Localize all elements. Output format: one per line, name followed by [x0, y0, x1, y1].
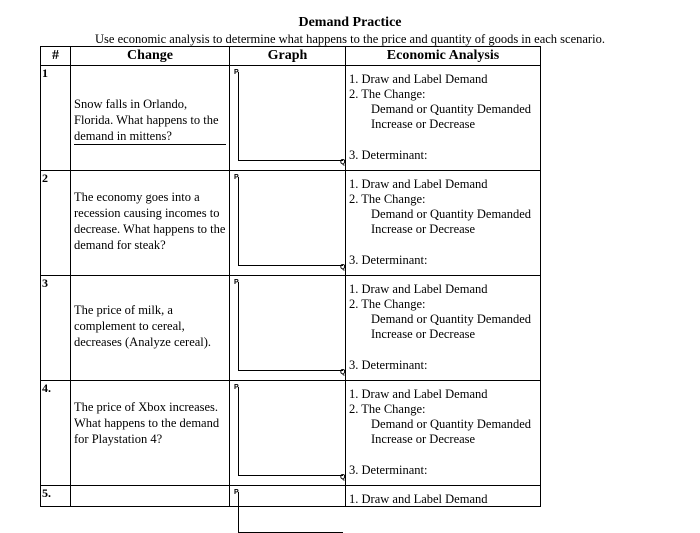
- graph-axes: [238, 177, 343, 266]
- graph-axes: [238, 282, 343, 371]
- step-determinant: 3. Determinant:: [349, 463, 428, 477]
- option-increase-or-decrease: Increase or Decrease: [371, 327, 476, 341]
- graph-cell[interactable]: [230, 276, 346, 381]
- change-text: The price of Xbox increases. What happens to the demand for Playstation 4?: [74, 400, 220, 446]
- change-cell: [71, 66, 230, 171]
- change-text: Snow falls in Orlando, Florida. What happens to the demand in mittens?: [74, 97, 219, 143]
- quantity-axis-label: Q: [340, 369, 346, 376]
- graph-cell[interactable]: [230, 171, 346, 276]
- step-determinant: 3. Determinant:: [349, 253, 428, 267]
- option-demand-or-quantity: Demand or Quantity Demanded: [371, 207, 532, 221]
- graph-cell[interactable]: [230, 66, 346, 171]
- step-draw-label: 1. Draw and Label Demand: [349, 72, 488, 86]
- step-determinant: 3. Determinant:: [349, 148, 428, 162]
- step-determinant: 3. Determinant:: [349, 358, 428, 372]
- step-change: 2. The Change:: [349, 297, 426, 311]
- row-number: 2: [41, 171, 71, 276]
- step-draw-label: 1. Draw and Label Demand: [349, 492, 488, 506]
- table-row: [41, 66, 541, 171]
- analysis-cell[interactable]: [346, 381, 541, 486]
- analysis-cell[interactable]: [346, 171, 541, 276]
- step-draw-label: 1. Draw and Label Demand: [349, 177, 488, 191]
- change-text: The price of milk, a complement to cereal, decreases (Analyze cereal).: [74, 303, 212, 349]
- price-axis-label: P: [234, 489, 239, 496]
- analysis-cell[interactable]: [346, 276, 541, 381]
- quantity-axis-label: Q: [340, 264, 346, 271]
- demand-practice-table: [40, 46, 541, 507]
- table-header-row: [41, 47, 541, 66]
- step-draw-label: 1. Draw and Label Demand: [349, 387, 488, 401]
- change-cell: [71, 381, 230, 486]
- table-row: [41, 486, 541, 507]
- step-draw-label: 1. Draw and Label Demand: [349, 282, 488, 296]
- change-cell: [71, 171, 230, 276]
- instructions: Use economic analysis to determine what happens to the price and quantity of goods in each scenario.: [95, 32, 605, 46]
- option-increase-or-decrease: Increase or Decrease: [371, 222, 476, 236]
- option-increase-or-decrease: Increase or Decrease: [371, 117, 476, 131]
- table-row: [41, 171, 541, 276]
- row-number: 1: [41, 66, 71, 171]
- analysis-cell[interactable]: [346, 66, 541, 171]
- change-cell: [71, 486, 230, 507]
- row-number: 5.: [41, 486, 71, 507]
- change-cell: [71, 276, 230, 381]
- change-text: The economy goes into a recession causing incomes to decrease. What happens to the demand for steak?: [74, 190, 226, 252]
- graph-axes: [238, 387, 343, 476]
- graph-axes: [238, 492, 343, 533]
- graph-cell[interactable]: [230, 486, 346, 507]
- price-axis-label: P: [234, 279, 239, 286]
- page-title: Demand Practice: [298, 15, 402, 30]
- graph-cell[interactable]: [230, 381, 346, 486]
- quantity-axis-label: Q: [340, 159, 346, 166]
- col-header-change: Change: [71, 47, 230, 66]
- col-header-graph: Graph: [230, 47, 346, 66]
- quantity-axis-label: Q: [340, 474, 346, 481]
- col-header-number: #: [41, 47, 71, 66]
- graph-axes: [238, 72, 343, 161]
- row-number: 4.: [41, 381, 71, 486]
- option-increase-or-decrease: Increase or Decrease: [371, 432, 476, 446]
- answer-line: [74, 144, 226, 145]
- step-change: 2. The Change:: [349, 402, 426, 416]
- price-axis-label: P: [234, 174, 239, 181]
- analysis-cell[interactable]: [346, 486, 541, 507]
- option-demand-or-quantity: Demand or Quantity Demanded: [371, 417, 532, 431]
- step-change: 2. The Change:: [349, 87, 426, 101]
- price-axis-label: P: [234, 69, 239, 76]
- row-number: 3: [41, 276, 71, 381]
- table-row: [41, 381, 541, 486]
- price-axis-label: P: [234, 384, 239, 391]
- col-header-analysis: Economic Analysis: [346, 47, 541, 66]
- table-row: [41, 276, 541, 381]
- option-demand-or-quantity: Demand or Quantity Demanded: [371, 312, 532, 326]
- option-demand-or-quantity: Demand or Quantity Demanded: [371, 102, 532, 116]
- step-change: 2. The Change:: [349, 192, 426, 206]
